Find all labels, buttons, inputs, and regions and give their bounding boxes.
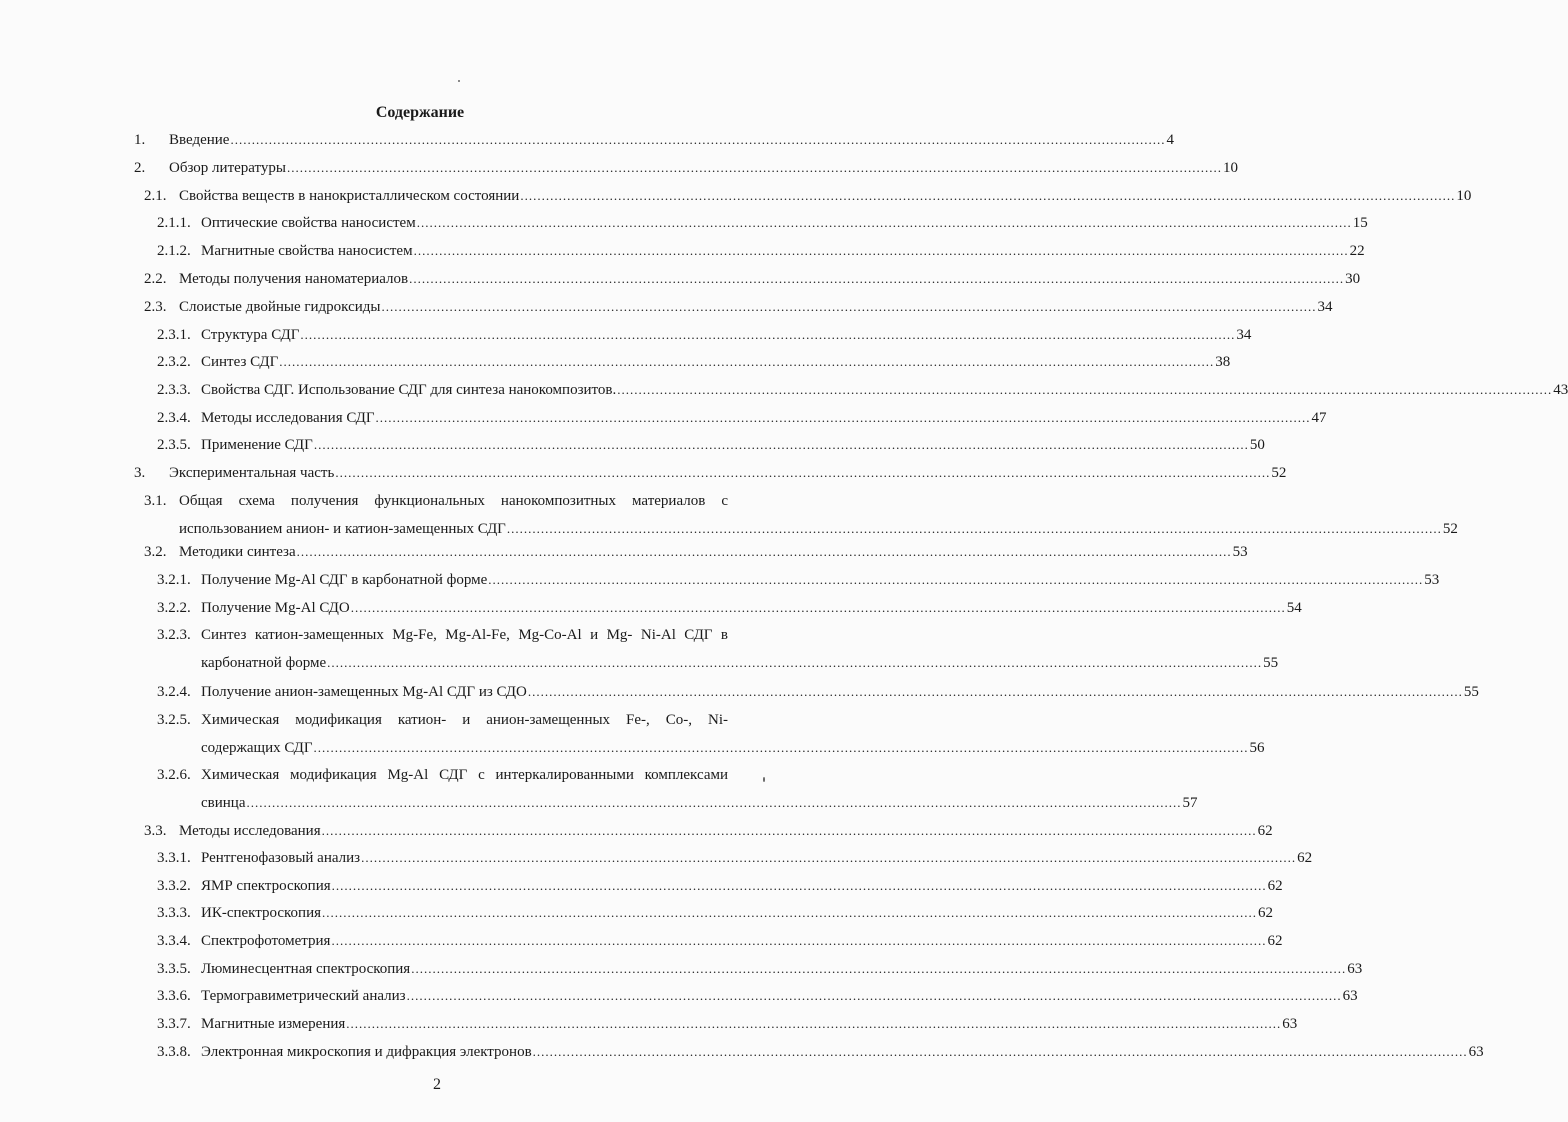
toc-number: 2.3.4. [157, 410, 191, 426]
toc-text: Химическая модификация катион- и анион-замещенных Fe-, Co-, Ni- [201, 712, 728, 728]
dot-leader: ............................................................................................................................................................................................................................ [313, 437, 1249, 452]
toc-entry-first-line [157, 710, 793, 730]
toc-text: Применение СДГ [201, 437, 313, 453]
toc-text: Люминесцентная спектроскопия [201, 961, 411, 977]
toc-entry[interactable] [157, 848, 1313, 868]
toc-number: 1. [134, 132, 146, 148]
toc-entry[interactable] [134, 158, 1238, 178]
toc-number: 2.1. [144, 188, 167, 204]
toc-page-number: 62 [1258, 905, 1274, 921]
toc-text: Получение Mg-Al СДО [201, 600, 350, 616]
toc-number: 3.3.1. [157, 850, 191, 866]
toc-text: Методы исследования СДГ [201, 410, 375, 426]
toc-page-number: 4 [1166, 132, 1174, 148]
toc-entry[interactable] [144, 519, 1458, 539]
toc-number: 2.1.1. [157, 215, 191, 231]
toc-page-number: 62 [1257, 823, 1273, 839]
dot-leader: ............................................................................................................................................................................................................................ [375, 410, 1311, 425]
dot-leader: ............................................................................................................................................................................................................................ [346, 1016, 1282, 1031]
dot-leader: ............................................................................................................................................................................................................................ [322, 905, 1258, 920]
toc-text: свинца [201, 795, 246, 811]
toc-page-number: 52 [1271, 465, 1287, 481]
dot-leader: ............................................................................................................................................................................................................................ [286, 160, 1222, 175]
scan-speck [763, 777, 765, 782]
dot-leader: ............................................................................................................................................................................................................................ [416, 215, 1352, 230]
toc-number: 3.1. [144, 493, 167, 509]
page-title: Содержание [375, 104, 465, 121]
toc-text: Магнитные измерения [201, 1016, 346, 1032]
toc-number: 3.3. [144, 823, 167, 839]
toc-text: Структура СДГ [201, 327, 300, 343]
toc-page-number: 50 [1249, 437, 1265, 453]
toc-text: Обзор литературы [169, 160, 286, 176]
toc-text: Введение [169, 132, 230, 148]
toc-entry[interactable] [157, 876, 1283, 896]
toc-page-number: 52 [1442, 521, 1458, 537]
toc-page-number: 62 [1267, 878, 1283, 894]
toc-entry[interactable] [144, 542, 1248, 562]
toc-page-number: 22 [1349, 243, 1365, 259]
toc-text: Общая схема получения функциональных нанокомпозитных материалов с [179, 493, 728, 509]
toc-number: 2.3.3. [157, 382, 191, 398]
toc-page-number: 56 [1249, 740, 1265, 756]
toc-entry[interactable] [157, 682, 1479, 702]
dot-leader: ............................................................................................................................................................................................................................ [409, 271, 1345, 286]
dot-leader: ............................................................................................................................................................................................................................ [361, 850, 1297, 865]
toc-number: 3.2.6. [157, 767, 191, 783]
toc-entry[interactable] [157, 408, 1327, 428]
scan-speck [458, 80, 460, 82]
toc-number: 2. [134, 160, 146, 176]
dot-leader: ............................................................................................................................................................................................................................ [488, 572, 1424, 587]
toc-page-number: 34 [1317, 299, 1333, 315]
toc-page-number: 63 [1282, 1016, 1298, 1032]
toc-page-number: 54 [1286, 600, 1302, 616]
toc-text: содержащих СДГ [201, 740, 313, 756]
toc-number: 2.3.2. [157, 354, 191, 370]
dot-leader: ............................................................................................................................................................................................................................ [527, 684, 1463, 699]
toc-text: ЯМР спектроскопия [201, 878, 331, 894]
dot-leader: ............................................................................................................................................................................................................................ [350, 600, 1286, 615]
toc-text: Методики синтеза [179, 544, 296, 560]
toc-text: Получение анион-замещенных Mg-Al СДГ из СДО [201, 684, 527, 700]
toc-entry[interactable] [157, 380, 1568, 400]
toc-entry[interactable] [144, 186, 1472, 206]
toc-entry[interactable] [157, 435, 1265, 455]
toc-page-number: 63 [1468, 1044, 1484, 1060]
toc-entry[interactable] [157, 325, 1252, 345]
toc-page-number: 30 [1345, 271, 1361, 287]
toc-entry[interactable] [134, 130, 1174, 150]
dot-leader: ............................................................................................................................................................................................................................ [335, 465, 1271, 480]
toc-entry[interactable] [157, 959, 1363, 979]
dot-leader: ............................................................................................................................................................................................................................ [313, 740, 1249, 755]
toc-text: Электронная микроскопия и дифракция электронов [201, 1044, 532, 1060]
page-number: 2 [433, 1076, 441, 1093]
toc-number: 3.3.2. [157, 878, 191, 894]
toc-text: использованием анион- и катион-замещенных СДГ [179, 521, 506, 537]
toc-text: Термогравиметрический анализ [201, 988, 406, 1004]
toc-page-number: 53 [1232, 544, 1248, 560]
dot-leader: ............................................................................................................................................................................................................................ [520, 188, 1456, 203]
toc-text: Рентгенофазовый анализ [201, 850, 361, 866]
toc-page-number: 55 [1263, 655, 1279, 671]
toc-entry-first-line [157, 765, 793, 785]
toc-number: 2.1.2. [157, 243, 191, 259]
toc-text: Оптические свойства наносистем [201, 215, 416, 231]
toc-page-number: 10 [1456, 188, 1472, 204]
toc-entry[interactable] [157, 241, 1365, 261]
toc-entry[interactable] [157, 570, 1440, 590]
toc-entry[interactable] [157, 1042, 1484, 1062]
toc-number: 2.3. [144, 299, 167, 315]
toc-entry[interactable] [144, 297, 1333, 317]
toc-entry[interactable] [144, 269, 1361, 289]
toc-entry[interactable] [157, 352, 1231, 372]
toc-number: 3. [134, 465, 146, 481]
toc-text: Получение Mg-Al СДГ в карбонатной форме [201, 572, 488, 588]
toc-page-number: 55 [1463, 684, 1479, 700]
toc-number: 3.3.6. [157, 988, 191, 1004]
toc-number: 3.2. [144, 544, 167, 560]
toc-number: 2.2. [144, 271, 167, 287]
toc-page-number: 43 [1553, 382, 1568, 398]
toc-entry[interactable] [157, 738, 1265, 758]
toc-entry[interactable] [157, 1014, 1298, 1034]
toc-text: Свойства веществ в нанокристаллическом состоянии [179, 188, 520, 204]
toc-number: 3.2.1. [157, 572, 191, 588]
toc-text: Свойства СДГ. Использование СДГ для синтеза нанокомпозитов. [201, 382, 617, 398]
toc-text: Синтез катион-замещенных Mg-Fe, Mg-Al-Fe, Mg-Co-Al и Mg- Ni-Al СДГ в [201, 627, 728, 643]
toc-entry[interactable] [157, 213, 1368, 233]
toc-number: 3.3.5. [157, 961, 191, 977]
toc-number: 3.3.8. [157, 1044, 191, 1060]
toc-text: Химическая модификация Mg-Al СДГ с интеркалированными комплексами [201, 767, 728, 783]
toc-text: Магнитные свойства наносистем [201, 243, 413, 259]
toc-page-number: 15 [1352, 215, 1368, 231]
dot-leader: ............................................................................................................................................................................................................................ [413, 243, 1349, 258]
toc-text: Методы получения наноматериалов [179, 271, 409, 287]
toc-entry[interactable] [157, 931, 1283, 951]
toc-number: 2.3.5. [157, 437, 191, 453]
dot-leader: ............................................................................................................................................................................................................................ [296, 544, 1232, 559]
toc-number: 3.3.4. [157, 933, 191, 949]
dot-leader: ............................................................................................................................................................................................................................ [230, 132, 1166, 147]
toc-page-number: 62 [1297, 850, 1313, 866]
toc-text: Спектрофотометрия [201, 933, 331, 949]
dot-leader: ............................................................................................................................................................................................................................ [331, 878, 1267, 893]
toc-entry[interactable] [157, 793, 1198, 813]
dot-leader: ............................................................................................................................................................................................................................ [327, 655, 1263, 670]
toc-entry-first-line [157, 625, 793, 645]
toc-number: 3.2.4. [157, 684, 191, 700]
dot-leader: ............................................................................................................................................................................................................................ [411, 961, 1347, 976]
toc-number: 3.3.3. [157, 905, 191, 921]
toc-text: ИК-спектроскопия [201, 905, 322, 921]
toc-entry[interactable] [157, 986, 1358, 1006]
dot-leader: ............................................................................................................................................................................................................................ [331, 933, 1267, 948]
toc-entry[interactable] [157, 653, 1279, 673]
toc-entry[interactable] [144, 821, 1273, 841]
toc-text: карбонатной форме [201, 655, 327, 671]
dot-leader: ............................................................................................................................................................................................................................ [617, 382, 1553, 397]
toc-page-number: 38 [1215, 354, 1231, 370]
toc-number: 3.2.3. [157, 627, 191, 643]
toc-number: 2.3.1. [157, 327, 191, 343]
toc-page-number: 34 [1236, 327, 1252, 343]
toc-entry-first-line [144, 491, 793, 511]
dot-leader: ............................................................................................................................................................................................................................ [532, 1044, 1468, 1059]
dot-leader: ............................................................................................................................................................................................................................ [246, 795, 1182, 810]
toc-text: Экспериментальная часть [169, 465, 335, 481]
toc-page-number: 10 [1222, 160, 1238, 176]
toc-page-number: 57 [1182, 795, 1198, 811]
toc-page-number: 62 [1267, 933, 1283, 949]
toc-entry[interactable] [157, 598, 1302, 618]
toc-page-number: 63 [1342, 988, 1358, 1004]
toc-page-number: 47 [1311, 410, 1327, 426]
dot-leader: ............................................................................................................................................................................................................................ [279, 354, 1215, 369]
toc-page-number: 63 [1347, 961, 1363, 977]
toc-entry[interactable] [134, 463, 1287, 483]
toc-number: 3.2.2. [157, 600, 191, 616]
dot-leader: ............................................................................................................................................................................................................................ [300, 327, 1236, 342]
dot-leader: ............................................................................................................................................................................................................................ [321, 823, 1257, 838]
toc-text: Методы исследования [179, 823, 321, 839]
toc-page-number: 53 [1424, 572, 1440, 588]
toc-text: Слоистые двойные гидроксиды [179, 299, 381, 315]
dot-leader: ............................................................................................................................................................................................................................ [406, 988, 1342, 1003]
toc-number: 3.3.7. [157, 1016, 191, 1032]
toc-number: 3.2.5. [157, 712, 191, 728]
toc-entry[interactable] [157, 903, 1274, 923]
dot-leader: ............................................................................................................................................................................................................................ [381, 299, 1317, 314]
toc-text: Синтез СДГ [201, 354, 279, 370]
dot-leader: ............................................................................................................................................................................................................................ [506, 521, 1442, 536]
